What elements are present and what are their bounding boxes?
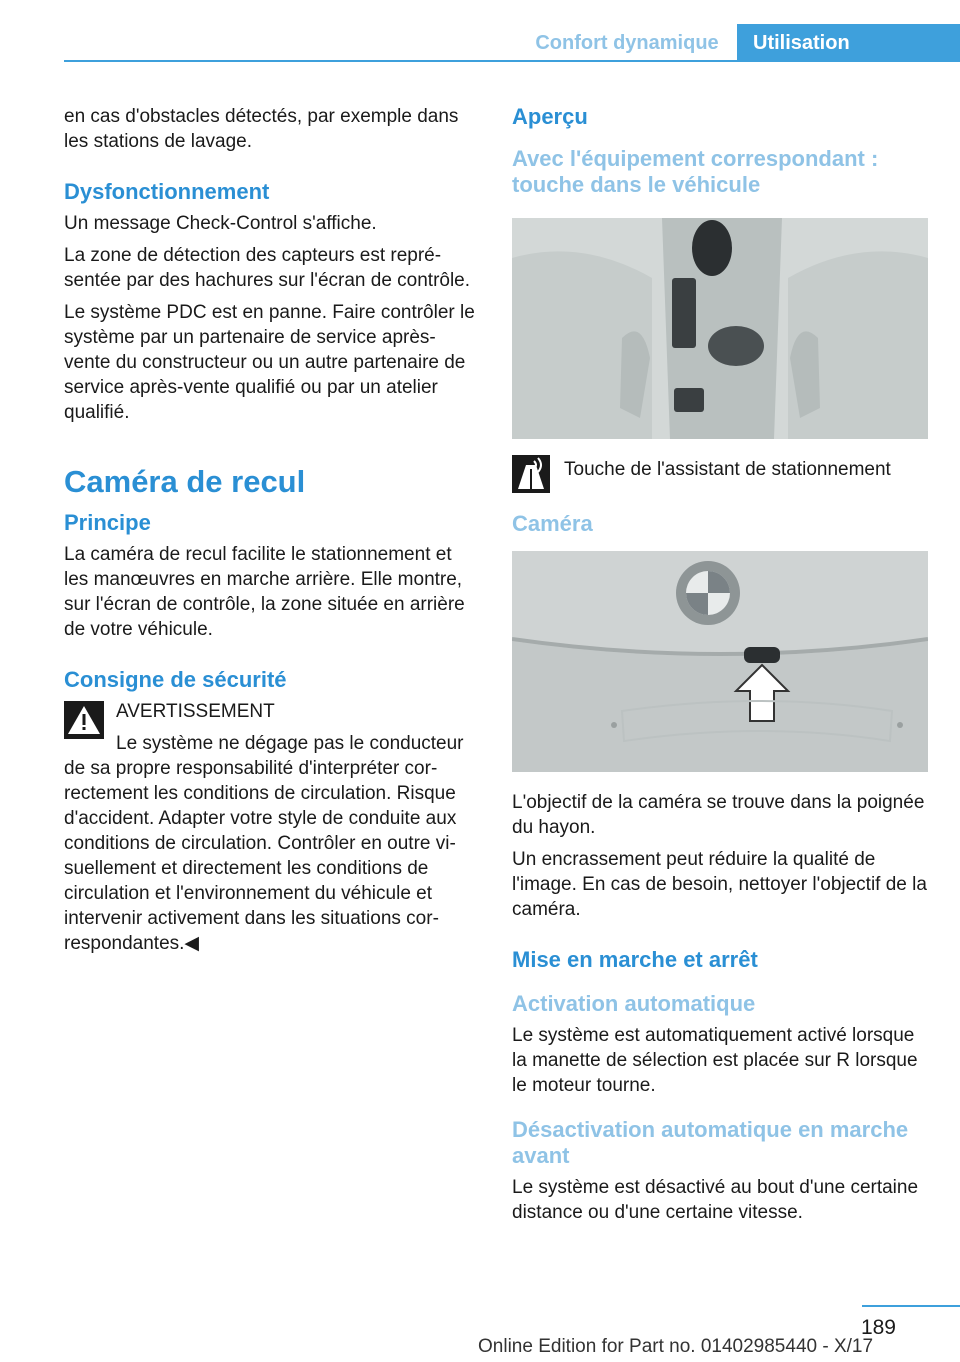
paragraph: Un message Check-Control s'affiche.: [64, 213, 377, 234]
left-column: [64, 104, 478, 963]
center-console-photo: [512, 218, 928, 439]
warning-title: AVERTISSEMENT: [116, 701, 275, 722]
heading-desactivation: Désactivation automatique en marche avant: [512, 1117, 909, 1168]
heading-activation: Activation automatique: [512, 991, 756, 1016]
assist-label: Touche de l'assistant de stationnement: [564, 459, 891, 480]
paragraph: Un encrassement peut réduire la qualité de l'image. En cas de besoin, nettoyer l'objectif de la caméra.: [512, 849, 927, 920]
assist-item: [512, 457, 928, 493]
page-number: 189: [860, 1316, 896, 1339]
warning-block: [64, 699, 478, 724]
heading-equipement: Avec l'équipement correspondant : touche dans le véhicule: [512, 146, 879, 197]
header-chapter-tab: Utilisation: [737, 24, 960, 62]
parking-assist-icon: [512, 455, 550, 493]
heading-camera: Caméra: [512, 511, 593, 536]
header-section-tab: Confort dynamique: [518, 24, 736, 62]
paragraph: Le système est automatiquement activé lorsque la manette de sélection est placée sur R lorsque le moteur tourne.: [512, 1025, 918, 1096]
paragraph: L'objectif de la caméra se trouve dans la poignée du hayon.: [512, 792, 925, 838]
footer-rule: [862, 1305, 960, 1307]
paragraph: Le système PDC est en panne. Faire contrôler le système par un partenaire de service après-vente du constructeur ou un autre partenaire de service après-vente qualifié ou par un atelier qualifié.: [64, 302, 475, 423]
heading-consigne: Consigne de sécurité: [64, 667, 287, 692]
heading-apercu: Aperçu: [512, 104, 588, 129]
heading-camera-recul: Caméra de recul: [64, 464, 306, 499]
heading-mise-en-marche: Mise en marche et arrêt: [512, 947, 758, 972]
intro-text: en cas d'obstacles détectés, par exemple dans les stations de lavage.: [64, 106, 459, 152]
footer-edition: Online Edition for Part no. 01402985440 - X/17: [478, 1336, 874, 1357]
paragraph: La caméra de recul facilite le stationnement et les manœuvres en marche arrière. Elle montre, sur l'écran de contrôle, la zone située en arrière de votre véhicule.: [64, 544, 465, 640]
heading-principe: Principe: [64, 510, 151, 535]
paragraph: La zone de détection des capteurs est représentée par des hachures sur l'écran de contrôle.: [64, 245, 471, 291]
right-column: [512, 104, 928, 1232]
heading-dysfonctionnement: Dysfonctionnement: [64, 179, 270, 204]
paragraph: Le système est désactivé au bout d'une certaine distance ou d'une certaine vitesse.: [512, 1177, 919, 1223]
warning-text: Le système ne dégage pas le conducteur de sa propre responsabilité d'interpréter correctement les conditions de circulation. Risque d'accident. Adapter votre style de conduite aux conditions de circulation. Contrôler en outre visuellement et directement les conditions de circulation et l'environnement du véhicule et intervenir activement dans les situations correspondantes.◀: [64, 733, 464, 954]
header-rule: [64, 60, 960, 62]
rear-camera-photo: [512, 551, 928, 772]
